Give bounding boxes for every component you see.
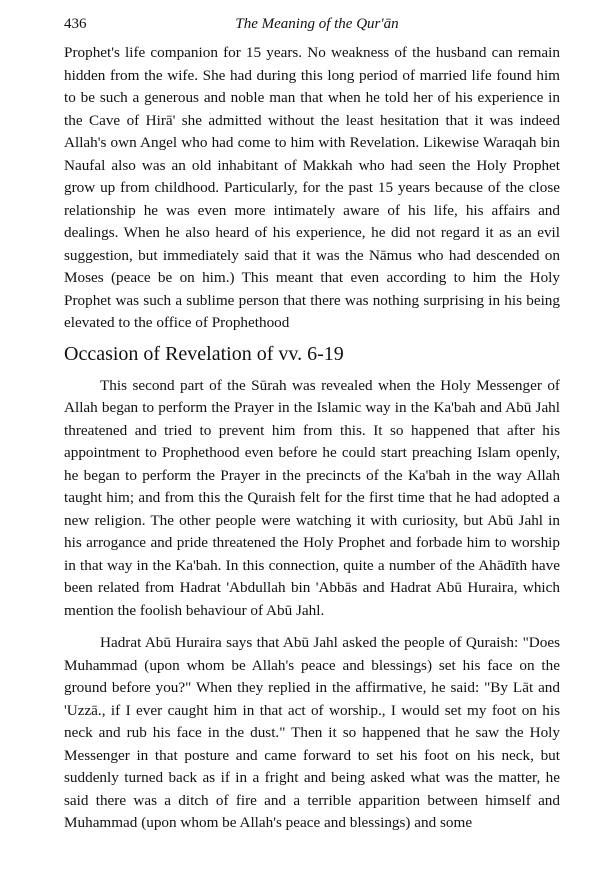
paragraph-1: Prophet's life companion for 15 years. No weakness of the husband can remain hidden from the wife. She had during this long period of married life found him to be such a generous and noble man that when he told her of his experience in the Cave of Hirā' she admitted without the least hesitation that it was indeed Allah's own Angel who had come to him with Revelation. Likewise Waraqah bin Naufal also was an old inhabitant of Makkah who had seen the Holy Prophet grow up from childhood. Particularly, for the past 15 years because of the close relationship he was even more intimately aware of his life, his affairs and dealings. When he also heard of his experience, he did not regard it as an evil suggestion, but immediately said that it was the Nāmus who had descended on Moses (peace be on him.) This meant that even according to him the Holy Prophet was such a sublime person that there was nothing surprising in his being elevated to the office of Prophethood: [64, 44, 560, 331]
running-title: The Meaning of the Qur'ān: [235, 16, 399, 32]
paragraph-3: Hadrat Abū Huraira says that Abū Jahl asked the people of Quraish: "Does Muhammad (upon whom be Allah's peace and blessings) set his face on the ground before you?" When they replied in the affirmative, he said: "By Lāt and 'Uzzā., if I ever caught him in that act of worship., I would set my foot on his neck and rub his face in the dust." Then it so happened that he saw the Holy Messenger in that posture and came forward to set his foot on his neck, but suddenly turned back as if in a fright and being asked what was the matter, he said there was a ditch of fire and a terrible apparition between himself and Muhammad (upon whom be Allah's peace and blessings) and some: [64, 634, 560, 831]
section-heading: Occasion of Revelation of vv. 6-19: [64, 342, 344, 365]
page-number: 436: [64, 16, 87, 32]
paragraph-gap: [64, 622, 560, 632]
paragraph-2: This second part of the Sūrah was revealed when the Holy Messenger of Allah began to perform the Prayer in the Islamic way in the Ka'bah and Abū Jahl threatened and tried to prevent him from this. It so happened that after his appointment to Prophethood even before he could start preaching Islam openly, he began to perform the Prayer in the precincts of the Ka'bah in the way Allah taught him; and from this the Quraish felt for the first time that he had adopted a new religion. The other people were watching it with curiosity, but Abū Jahl in his arrogance and pride threatened the Holy Prophet and forbade him to worship in that way in the Ka'bah. In this connection, quite a number of the Ahādīth have been related from Hadrat 'Abdullah bin 'Abbās and Hadrat Abū Huraira, which mention the foolish behaviour of Abū Jahl.: [64, 376, 560, 619]
page-header: [64, 16, 560, 42]
